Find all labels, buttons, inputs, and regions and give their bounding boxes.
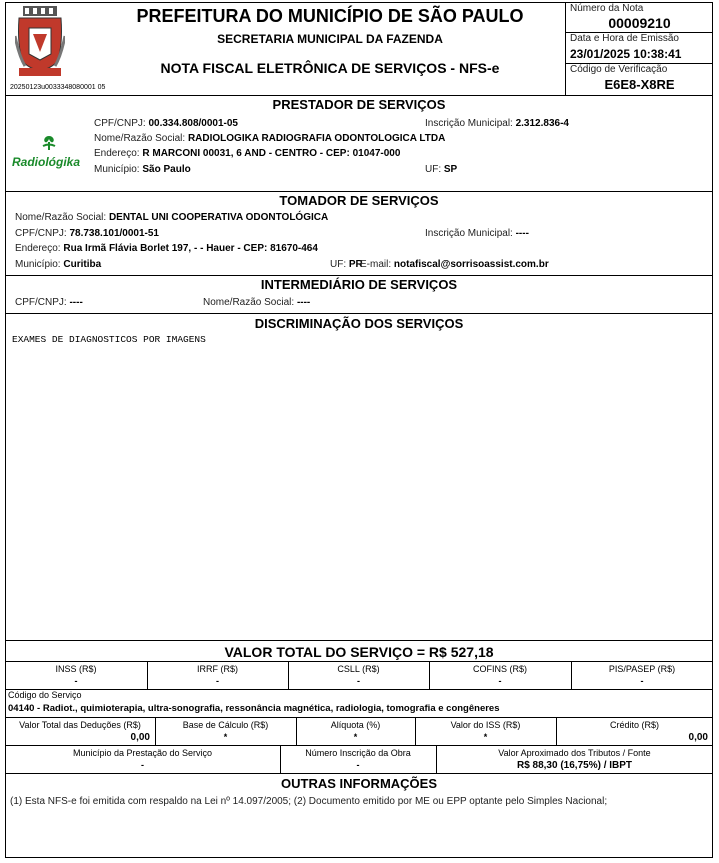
prestador-uf-row: UF: SP [425, 164, 458, 175]
intermediario-section-title: INTERMEDIÁRIO DE SERVIÇOS [260, 277, 458, 292]
document-title: NOTA FISCAL ELETRÔNICA DE SERVIÇOS - NFS-e [160, 60, 500, 76]
municipio-prestacao-value: - [141, 760, 144, 770]
intermediario-cnpj-row: CPF/CNPJ: ---- [15, 297, 83, 308]
tomador-email-row: E-mail: notafiscal@sorrisoassist.com.br [360, 259, 549, 270]
codigo-verificacao-label: Código de Verificação [570, 64, 668, 75]
tomador-municipio-row: Município: Curitiba [15, 259, 102, 270]
prestador-nome-row: Nome/Razão Social: RADIOLOGIKA RADIOGRAFIA ODONTOLOGICA LTDA [94, 133, 446, 144]
header-title: PREFEITURA DO MUNICÍPIO DE SÃO PAULO [136, 6, 524, 26]
prestador-endereco-row: Endereço: R MARCONI 00031, 6 AND - CENTRO - CEP: 01047-000 [94, 148, 401, 159]
prestador-im: 2.312.836-4 [515, 118, 569, 129]
outras-section-title: OUTRAS INFORMAÇÕES [281, 776, 437, 791]
municipio-prestacao-label: Município da Prestação do Serviço [72, 748, 213, 758]
prestador-endereco: R MARCONI 00031, 6 AND - CENTRO - CEP: 01047-000 [142, 148, 401, 159]
base-calculo-label: Base de Cálculo (R$) [182, 720, 269, 730]
outras-text: (1) Esta NFS-e foi emitida com respaldo na Lei nº 14.097/2005; (2) Documento emitido por ME ou EPP optante pelo Simples Nacional; [10, 796, 608, 807]
tomador-nome-row: Nome/Razão Social: DENTAL UNI COOPERATIVA ODONTOLÓGICA [15, 212, 329, 223]
prestador-nome: RADIOLOGIKA RADIOGRAFIA ODONTOLOGICA LTDA [187, 133, 446, 144]
inss-label: INSS (R$) [55, 664, 97, 674]
base-calculo-value: * [223, 732, 228, 742]
tomador-endereco-row: Endereço: Rua Irmã Flávia Borlet 197, - - Hauer - CEP: 81670-464 [15, 243, 318, 254]
barcode-text: 20250123u0033348080001 05 [10, 84, 106, 91]
tomador-nome: DENTAL UNI COOPERATIVA ODONTOLÓGICA [108, 212, 329, 223]
prestador-municipio-row: Município: São Paulo [94, 164, 191, 175]
deducoes-value: 0,00 [130, 732, 150, 743]
inscricao-obra-value: - [356, 760, 360, 770]
tomador-endereco: Rua Irmã Flávia Borlet 197, - - Hauer - CEP: 81670-464 [63, 243, 318, 254]
header-subtitle: SECRETARIA MUNICIPAL DA FAZENDA [217, 32, 443, 46]
prestador-cnpj-row: CPF/CNPJ: 00.334.808/0001-05 [94, 118, 238, 129]
data-emissao-value: 23/01/2025 10:38:41 [570, 47, 682, 61]
valor-iss-label: Valor do ISS (R$) [450, 720, 521, 730]
codigo-servico-label: Código do Serviço [8, 690, 82, 700]
aliquota-value: * [353, 732, 358, 742]
discriminacao-section-title: DISCRIMINAÇÃO DOS SERVIÇOS [254, 316, 464, 331]
tomador-cnpj-row: CPF/CNPJ: 78.738.101/0001-51 [15, 228, 159, 239]
prestador-logo-text: Radiológika [12, 155, 81, 169]
numero-nota-value: 00009210 [608, 15, 671, 31]
numero-nota-label: Número da Nota [570, 3, 644, 14]
irrf-label: IRRF (R$) [197, 664, 238, 674]
prestador-uf: SP [443, 164, 458, 175]
tomador-cnpj: 78.738.101/0001-51 [69, 228, 159, 239]
credito-value: 0,00 [688, 732, 708, 743]
inscricao-obra-label: Número Inscrição da Obra [305, 748, 411, 758]
valor-iss-value: * [483, 732, 488, 742]
codigo-servico-value: 04140 - Radiot., quimioterapia, ultra-sonografia, ressonância magnética, radiologia, tomografia e congêneres [8, 703, 500, 714]
inss-value: - [74, 676, 78, 686]
tomador-municipio: Curitiba [63, 259, 102, 270]
tomador-uf-row: UF: PR [330, 259, 363, 270]
valor-total-servico: VALOR TOTAL DO SERVIÇO = R$ 527,18 [224, 644, 494, 660]
intermediario-cnpj: ---- [69, 297, 83, 308]
csll-label: CSLL (R$) [337, 664, 380, 674]
pis-value: - [640, 676, 644, 686]
tributos-aprox-label: Valor Aproximado dos Tributos / Fonte [498, 748, 651, 758]
prestador-im-row: Inscrição Municipal: 2.312.836-4 [425, 118, 569, 129]
discriminacao-text: EXAMES DE DIAGNOSTICOS POR IMAGENS [12, 334, 206, 345]
pis-label: PIS/PASEP (R$) [608, 664, 676, 674]
intermediario-nome: ---- [296, 297, 311, 308]
codigo-verificacao-value: E6E8-X8RE [604, 77, 675, 92]
prestador-cnpj: 00.334.808/0001-05 [148, 118, 238, 129]
aliquota-label: Alíquota (%) [330, 720, 381, 730]
irrf-value: - [216, 676, 219, 686]
credito-label: Crédito (R$) [609, 720, 659, 730]
tomador-uf: PR [348, 259, 363, 270]
tomador-im: ---- [515, 228, 529, 239]
tributos-aprox-value: R$ 88,30 (16,75%) / IBPT [516, 760, 633, 771]
deducoes-label: Valor Total das Deduções (R$) [19, 720, 141, 730]
cofins-label: COFINS (R$) [473, 664, 527, 674]
prestador-section-title: PRESTADOR DE SERVIÇOS [272, 97, 446, 112]
prestador-municipio: São Paulo [142, 164, 191, 175]
tomador-email: notafiscal@sorrisoassist.com.br [393, 259, 549, 270]
cofins-value: - [498, 676, 502, 686]
intermediario-nome-row: Nome/Razão Social: ---- [203, 297, 311, 308]
csll-value: - [357, 676, 360, 686]
city-crest [15, 6, 65, 82]
tomador-im-row: Inscrição Municipal: ---- [425, 228, 529, 239]
tomador-section-title: TOMADOR DE SERVIÇOS [279, 193, 439, 208]
data-emissao-label: Data e Hora de Emissão [570, 33, 679, 44]
